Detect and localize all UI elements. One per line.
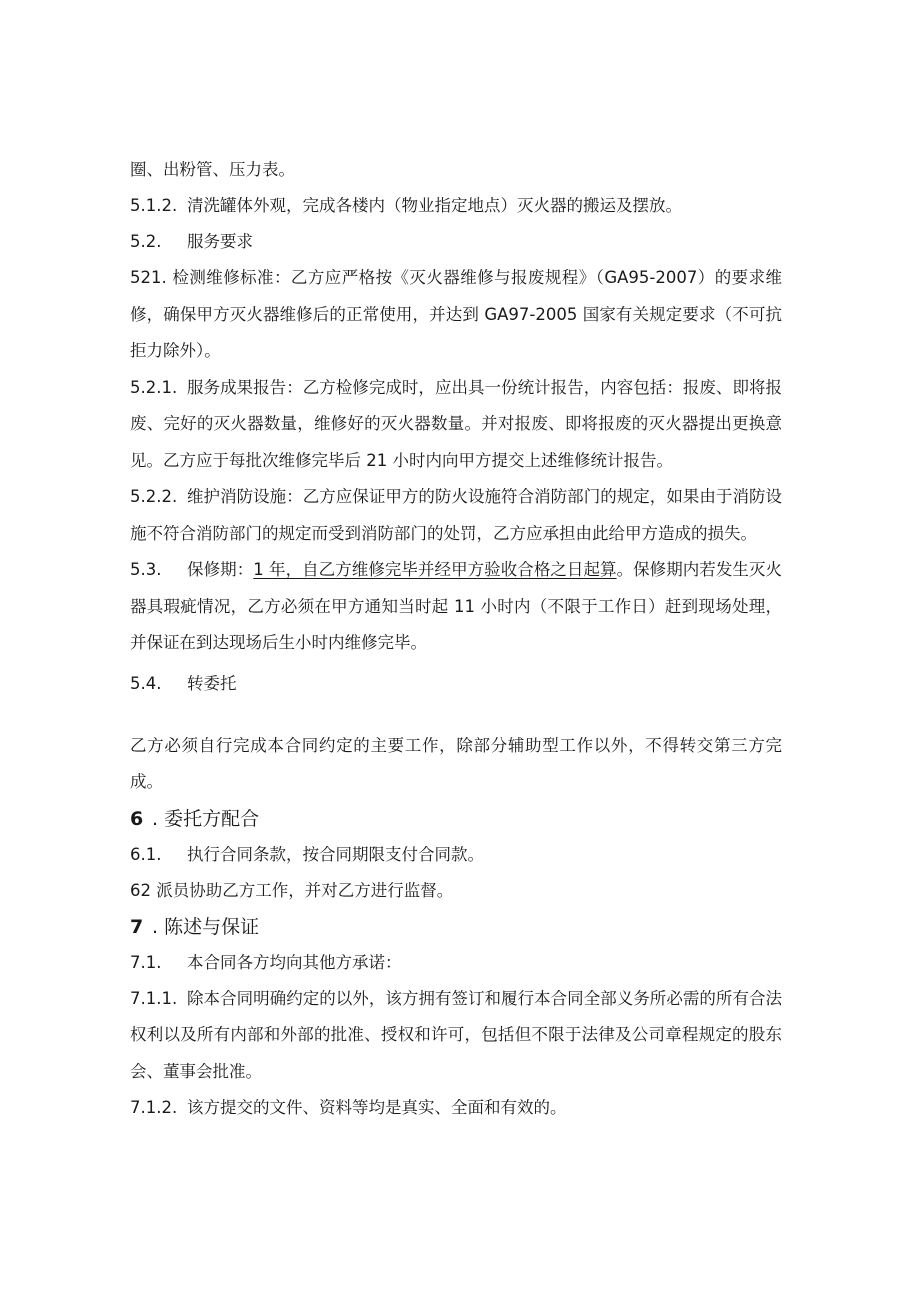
section-title: . 委托方配合 <box>152 807 260 830</box>
clause-text: 该方提交的文件、资料等均是真实、全面和有效的。 <box>187 1098 567 1117</box>
clause-number: 5.2.1. <box>130 377 178 397</box>
clause-7-1 <box>130 945 782 981</box>
clause-5-2-1 <box>130 370 782 480</box>
clause-text: 。保修期内若发生灭火器具瑕疵情况，乙方必须在甲方通知当时起 11 小时内（不限于工作日）赶到现场处理，并保证在到达现场后生小时内维修完毕。 <box>130 560 783 652</box>
clause-6-1 <box>130 837 782 873</box>
clause-7-1-1 <box>130 981 782 1091</box>
clause-number: 6.1. <box>130 844 162 864</box>
clause-5-4 <box>130 666 782 702</box>
subcontract-body: 乙方必须自行完成本合同约定的主要工作，除部分辅助型工作以外，不得转交第三方完成。 <box>130 735 782 791</box>
clause-text: 本合同各方均向其他方承诺： <box>187 952 402 972</box>
section-heading-6 <box>130 801 782 837</box>
clause-text: 除本合同明确约定的以外，该方拥有签订和履行本合同全部义务所必需的所有合法权利以及所有内部和外部的批准、授权和许可，包括但不限于法律及公司章程规定的股东会、董事会批准。 <box>130 988 782 1081</box>
clause-6-2: 62 派员协助乙方工作，并对乙方进行监督。 <box>130 880 454 900</box>
clause-text: 转委托 <box>187 673 237 693</box>
clause-number: 5.3. <box>130 560 162 579</box>
section-title: . 陈述与保证 <box>152 915 260 938</box>
clause-number: 7.1.2. <box>130 1098 178 1117</box>
section-number: 6 <box>130 807 144 830</box>
clause-number: 5.2.2. <box>130 487 178 506</box>
clause-text: 维护消防设施：乙方应保证甲方的防火设施符合消防部门的规定，如果由于消防设施不符合消防部门的规定而受到消防部门的处罚，乙方应承担由此给甲方造成的损失。 <box>130 487 782 543</box>
clause-text: 执行合同条款，按合同期限支付合同款。 <box>187 844 484 864</box>
clause-521: 521. 检测维修标准：乙方应严格按《灭火器维修与报废规程》（GA95-2007）的要求维修，确保甲方灭火器维修后的正常使用，并达到 GA97-2005 国家有关规定要求（不可抗拒力除外）。 <box>130 268 782 360</box>
clause-number: 5.1.2. <box>130 196 178 215</box>
section-number: 7 <box>130 915 144 938</box>
clause-number: 5.2. <box>130 232 162 251</box>
clause-number: 5.4. <box>130 673 162 693</box>
clause-text: 服务成果报告：乙方检修完成时，应出具一份统计报告，内容包括：报废、即将报废、完好的灭火器数量，维修好的灭火器数量。并对报废、即将报废的灭火器提出更换意见。乙方应于每批次维修完毕后 21 小时内向甲方提交上述维修统计报告。 <box>130 377 782 470</box>
clause-label: 保修期： <box>187 560 254 579</box>
clause-number: 7.1. <box>130 952 162 972</box>
clause-5-1-2 <box>130 188 782 224</box>
clause-text: 服务要求 <box>187 232 253 251</box>
clause-text: 清洗罐体外观，完成各楼内（物业指定地点）灭火器的搬运及摆放。 <box>187 196 682 215</box>
clause-5-2-2 <box>130 479 782 552</box>
clause-7-1-2 <box>130 1090 782 1126</box>
clause-5-2 <box>130 224 782 260</box>
section-heading-7 <box>130 909 782 945</box>
text-line: 圈、出粉管、压力表。 <box>130 160 295 179</box>
clause-5-3 <box>130 552 782 662</box>
clause-number: 7.1.1. <box>130 988 178 1008</box>
warranty-term: 1 年，自乙方维修完毕并经甲方验收合格之日起算 <box>253 560 617 579</box>
